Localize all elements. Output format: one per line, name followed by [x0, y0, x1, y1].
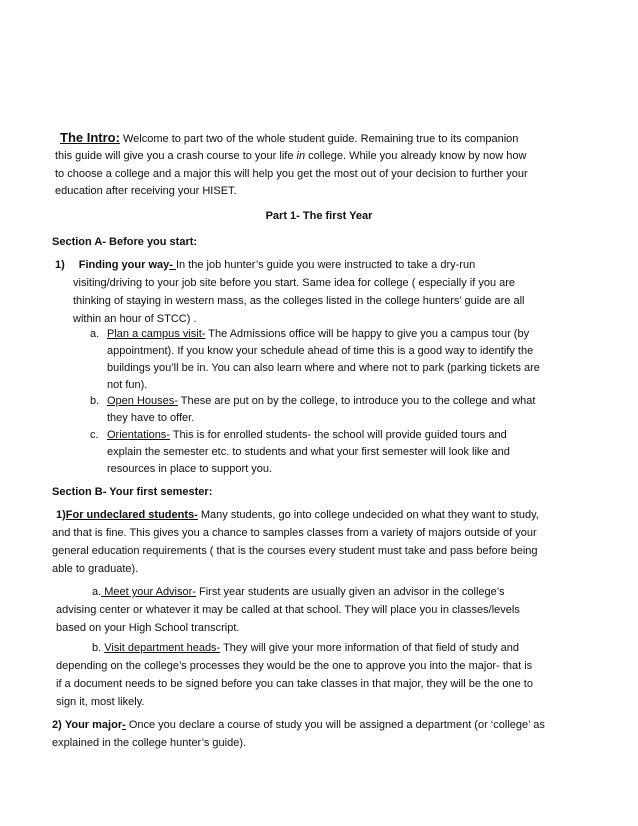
- section-b-heading: Section B- Your first semester:: [52, 486, 213, 498]
- section-a-sub-a-text-1: The Admissions office will be happy to give you a campus tour (by: [205, 328, 530, 340]
- section-b-sub-a-line3: based on your High School transcript.: [56, 622, 240, 634]
- section-b-sub-b-line3: if a document needs to be signed before you can take classes in that major, they will be the one to: [56, 678, 533, 690]
- section-b-sub-b-line2: depending on the college’s processes they would be the one to approve you into the major- that is: [56, 660, 533, 672]
- section-a-item1-text-1: In the job hunter’s guide you were instructed to take a dry-run: [175, 259, 476, 271]
- section-a-sub-b-line2: they have to offer.: [107, 412, 195, 424]
- section-b-sub-a-text-1: First year students are usually given an advisor in the college’s: [195, 586, 505, 598]
- section-a-sub-c-line1: [107, 428, 507, 442]
- section-a-sub-c-line2: explain the semester etc. to students and what your first semester will look like and: [107, 446, 510, 458]
- section-b-sub-b-label: Visit department heads-: [104, 642, 221, 654]
- section-a-item1-label: Finding your way: [78, 259, 170, 271]
- section-b-item1-line1: [56, 508, 539, 522]
- section-b-sub-a-line2: advising center or whatever it may be called at that school. They will place you in classes/levels: [56, 604, 520, 616]
- section-b-item1-line3: general education requirements ( that is the courses every student must take and pass before being: [52, 545, 538, 557]
- section-a-item1-dash: -: [169, 259, 176, 271]
- intro-text-1: Welcome to part two of the whole student guide. Remaining true to its companion: [119, 133, 519, 145]
- section-a-sub-a-line2: appointment). If you know your schedule ahead of time this is a good way to identify the: [107, 345, 534, 357]
- section-a-item1-line1: [55, 258, 475, 272]
- section-b-sub-b-line4: sign it, most likely.: [56, 696, 145, 708]
- section-a-heading: Section A- Before you start:: [52, 236, 198, 248]
- section-b-sub-a-letter: a.: [92, 586, 102, 598]
- intro-line-2: [55, 149, 526, 163]
- section-a-item1-line2: visiting/driving to your job site before you start. Same idea for college ( especially if you are: [73, 277, 516, 289]
- section-b-item1-text-1: Many students, go into college undecided on what they want to study,: [197, 509, 539, 521]
- section-a-sub-c-line3: resources in place to support you.: [107, 463, 273, 475]
- section-b-item1-label: For undeclared students-: [65, 509, 198, 521]
- section-a-sub-c-letter: c.: [90, 429, 99, 441]
- section-b-sub-a-line1: [92, 585, 505, 599]
- intro-text-2b: college. While you already know by now how: [305, 150, 527, 162]
- section-b-item2-line2: explained in the college hunter’s guide).: [52, 737, 247, 749]
- section-a-sub-a-line4: not fun).: [107, 379, 148, 391]
- section-b-item2-number: 2): [52, 719, 62, 731]
- part-title: Part 1- The first Year: [265, 210, 373, 222]
- section-a-item1-line3: thinking of staying in western mass, as the colleges listed in the college hunters’ guide are all: [73, 295, 525, 307]
- section-b-sub-a-label: Meet your Advisor-: [101, 586, 196, 598]
- intro-line-1: [60, 131, 518, 146]
- section-b-item2-label: Your major: [64, 719, 123, 731]
- section-a-sub-a-letter: a.: [90, 328, 100, 340]
- section-a-sub-a-label: Plan a campus visit-: [107, 328, 206, 340]
- intro-line-3: to choose a college and a major this will help you get the most out of your decision to further your: [55, 168, 528, 180]
- section-b-sub-b-line1: [92, 641, 519, 655]
- intro-title: The Intro:: [60, 130, 120, 145]
- section-b-item2-text-1: Once you declare a course of study you will be assigned a department (or ‘college’ as: [125, 719, 545, 731]
- section-a-item1-line4: within an hour of STCC) .: [73, 313, 197, 325]
- section-b-item2-dash: -: [122, 719, 126, 731]
- section-b-item1-number: 1): [56, 509, 66, 521]
- section-a-sub-a-line3: buildings you’ll be in. You can also learn where and where not to park (parking tickets are: [107, 362, 540, 374]
- section-a-sub-b-letter: b.: [90, 395, 100, 407]
- section-b-sub-b-letter: b.: [92, 642, 102, 654]
- intro-line-4: education after receiving your HISET.: [55, 185, 237, 197]
- section-b-sub-b-text-1: They will give your more information of that field of study and: [220, 642, 520, 654]
- section-a-sub-a-line1: [107, 327, 529, 341]
- section-a-sub-b-line1: [107, 394, 535, 408]
- section-a-sub-b-label: Open Houses-: [107, 395, 178, 407]
- section-b-item2-line1: [52, 718, 545, 732]
- section-a-item1-number: 1): [55, 259, 65, 271]
- section-a-sub-b-text-1: These are put on by the college, to introduce you to the college and what: [177, 395, 536, 407]
- section-a-sub-c-label: Orientations-: [107, 429, 170, 441]
- section-b-item1-line4: able to graduate).: [52, 563, 139, 575]
- intro-text-2a: this guide will give you a crash course to your life: [55, 150, 297, 162]
- intro-text-2-italic: in: [296, 150, 306, 162]
- section-b-item1-line2: and that is fine. This gives you a chance to samples classes from a variety of majors outside of your: [52, 527, 537, 539]
- section-a-sub-c-text-1: This is for enrolled students- the school will provide guided tours and: [169, 429, 507, 441]
